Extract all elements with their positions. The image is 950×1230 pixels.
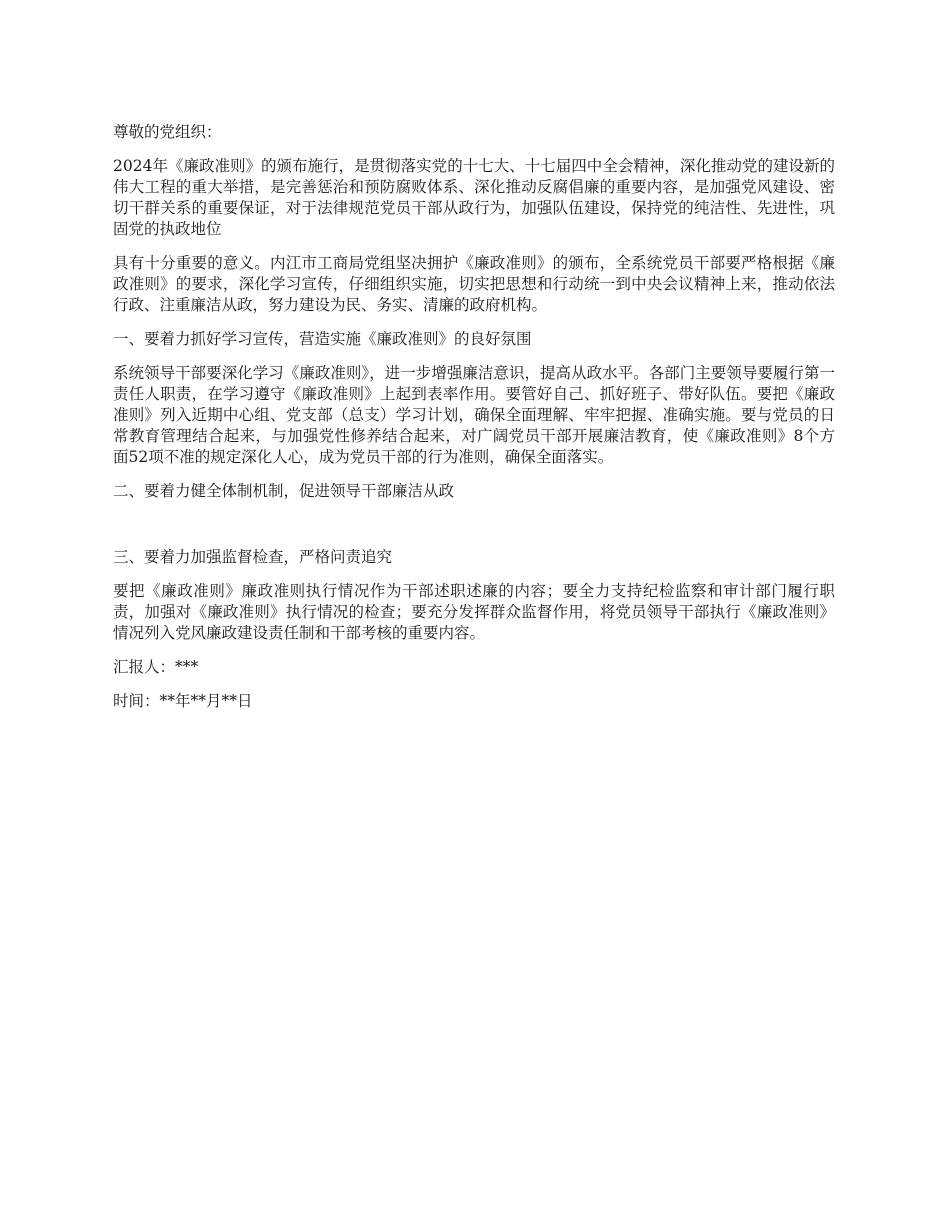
date-line: 时间：**年**月**日 <box>113 692 253 710</box>
reporter-line: 汇报人：*** <box>113 658 199 676</box>
section-3-heading: 三、要着力加强监督检查，严格问责追究 <box>113 548 393 566</box>
section-2-heading: 二、要着力健全体制机制，促进领导干部廉洁从政 <box>113 482 455 500</box>
section-1-body: 系统领导干部要深化学习《廉政准则》，进一步增强廉洁意识，提高从政水平。各部门主要领导要履行第一责任人职责，在学习遵守《廉政准则》上起到表率作用。要管好自己、抓好班子、带好队伍。要把《廉政准则》列入近期中心组、党支部（总支）学习计划，确保全面理解、牢牢把握、准确实施。要与党员的日常教育管理结合起来，与加强党性修养结合起来，对广阔党员干部开展廉洁教育，使《廉政准则》8个方面52项不准的规定深化人心，成为党员干部的行为准则，确保全面落实。 <box>113 364 835 466</box>
intro-paragraph: 2024年《廉政准则》的颁布施行，是贯彻落实党的十七大、十七届四中全会精神，深化推动党的建设新的伟大工程的重大举措，是完善惩治和预防腐败体系、深化推动反腐倡廉的重要内容，是加强党风建设、密切干群关系的重要保证，对于法律规范党员干部从政行为，加强队伍建设，保持党的纯洁性、先进性，巩固党的执政地位 <box>113 157 835 238</box>
section-3-body: 要把《廉政准则》廉政准则执行情况作为干部述职述廉的内容；要全力支持纪检监察和审计部门履行职责，加强对《廉政准则》执行情况的检查；要充分发挥群众监督作用，将党员领导干部执行《廉政准则》情况列入党风廉政建设责任制和干部考核的重要内容。 <box>113 582 835 642</box>
section-1-heading: 一、要着力抓好学习宣传，营造实施《廉政准则》的良好氛围 <box>113 330 532 348</box>
intro-paragraph-continued: 具有十分重要的意义。内江市工商局党组坚决拥护《廉政准则》的颁布，全系统党员干部要严格根据《廉政准则》的要求，深化学习宣传，仔细组织实施，切实把思想和行动统一到中央会议精神上来，推动依法行政、注重廉洁从政，努力建设为民、务实、清廉的政府机构。 <box>113 254 835 314</box>
salutation: 尊敬的党组织： <box>113 123 222 141</box>
document-body <box>113 122 835 725</box>
